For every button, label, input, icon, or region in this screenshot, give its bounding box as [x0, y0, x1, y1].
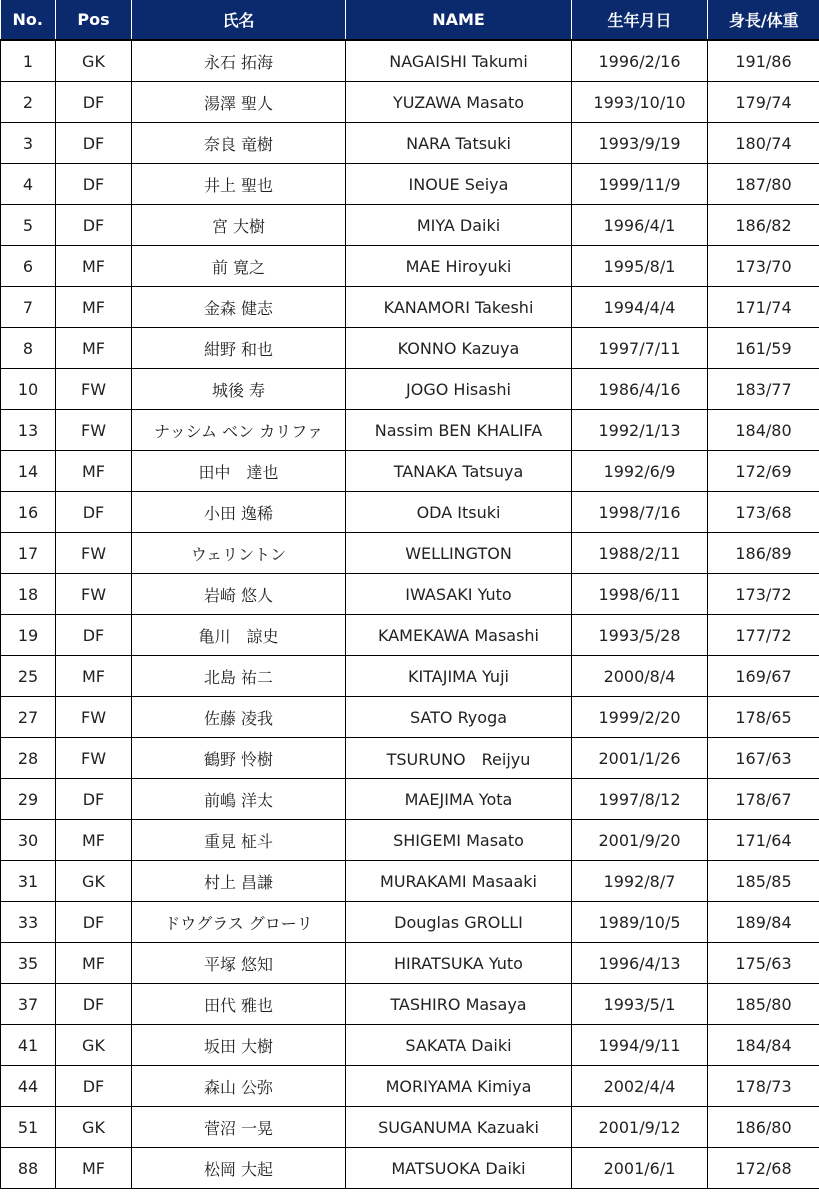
player-height-weight: 186/89 [708, 533, 819, 574]
player-name-jp: 平塚 悠知 [132, 943, 346, 984]
player-height-weight: 184/84 [708, 1025, 819, 1066]
player-name-en: MURAKAMI Masaaki [346, 861, 572, 902]
player-number: 29 [1, 779, 56, 820]
player-position: DF [56, 164, 132, 205]
player-number: 28 [1, 738, 56, 779]
table-row [1, 82, 819, 123]
table-row [1, 1066, 819, 1107]
player-height-weight: 183/77 [708, 369, 819, 410]
player-birthdate: 2001/1/26 [572, 738, 708, 779]
table-row [1, 369, 819, 410]
player-position: FW [56, 738, 132, 779]
player-name-en: IWASAKI Yuto [346, 574, 572, 615]
player-position: MF [56, 246, 132, 287]
header-name-en: NAME [346, 0, 572, 40]
player-number: 2 [1, 82, 56, 123]
player-birthdate: 2001/9/20 [572, 820, 708, 861]
player-height-weight: 173/68 [708, 492, 819, 533]
player-name-en: INOUE Seiya [346, 164, 572, 205]
player-position: MF [56, 451, 132, 492]
player-position: DF [56, 1066, 132, 1107]
player-name-jp: 森山 公弥 [132, 1066, 346, 1107]
player-height-weight: 177/72 [708, 615, 819, 656]
player-number: 51 [1, 1107, 56, 1148]
player-height-weight: 169/67 [708, 656, 819, 697]
player-name-en: Douglas GROLLI [346, 902, 572, 943]
player-name-jp: 菅沼 一晃 [132, 1107, 346, 1148]
player-name-en: ODA Itsuki [346, 492, 572, 533]
player-name-jp: 永石 拓海 [132, 40, 346, 82]
player-number: 8 [1, 328, 56, 369]
player-height-weight: 171/64 [708, 820, 819, 861]
player-name-jp: 鶴野 怜樹 [132, 738, 346, 779]
player-name-en: KONNO Kazuya [346, 328, 572, 369]
player-name-en: SUGANUMA Kazuaki [346, 1107, 572, 1148]
roster-header [1, 0, 819, 40]
player-birthdate: 1989/10/5 [572, 902, 708, 943]
player-birthdate: 2002/4/4 [572, 1066, 708, 1107]
player-position: DF [56, 779, 132, 820]
player-name-en: MAE Hiroyuki [346, 246, 572, 287]
player-position: DF [56, 902, 132, 943]
player-birthdate: 1992/1/13 [572, 410, 708, 451]
player-position: MF [56, 1148, 132, 1189]
table-row [1, 328, 819, 369]
player-number: 30 [1, 820, 56, 861]
player-height-weight: 189/84 [708, 902, 819, 943]
player-birthdate: 1986/4/16 [572, 369, 708, 410]
player-name-en: Nassim BEN KHALIFA [346, 410, 572, 451]
player-name-en: KAMEKAWA Masashi [346, 615, 572, 656]
player-height-weight: 173/72 [708, 574, 819, 615]
player-number: 16 [1, 492, 56, 533]
player-name-en: SHIGEMI Masato [346, 820, 572, 861]
player-name-jp: 井上 聖也 [132, 164, 346, 205]
player-name-jp: 北島 祐二 [132, 656, 346, 697]
table-row [1, 1025, 819, 1066]
player-number: 14 [1, 451, 56, 492]
player-number: 1 [1, 40, 56, 82]
table-row [1, 943, 819, 984]
player-position: FW [56, 410, 132, 451]
player-birthdate: 1998/6/11 [572, 574, 708, 615]
player-birthdate: 1999/2/20 [572, 697, 708, 738]
player-name-jp: 前嶋 洋太 [132, 779, 346, 820]
player-name-jp: 岩崎 悠人 [132, 574, 346, 615]
player-number: 7 [1, 287, 56, 328]
player-name-jp: ドウグラス グローリ [132, 902, 346, 943]
player-height-weight: 178/67 [708, 779, 819, 820]
player-name-en: TSURUNO Reijyu [346, 738, 572, 779]
player-name-en: NAGAISHI Takumi [346, 40, 572, 82]
player-number: 44 [1, 1066, 56, 1107]
table-row [1, 656, 819, 697]
table-row [1, 861, 819, 902]
player-name-en: MAEJIMA Yota [346, 779, 572, 820]
player-height-weight: 173/70 [708, 246, 819, 287]
player-birthdate: 1993/9/19 [572, 123, 708, 164]
player-number: 37 [1, 984, 56, 1025]
player-name-en: JOGO Hisashi [346, 369, 572, 410]
player-position: FW [56, 533, 132, 574]
table-row [1, 246, 819, 287]
player-height-weight: 179/74 [708, 82, 819, 123]
player-number: 3 [1, 123, 56, 164]
table-row [1, 40, 819, 82]
player-name-jp: 村上 昌謙 [132, 861, 346, 902]
player-position: MF [56, 820, 132, 861]
player-position: GK [56, 861, 132, 902]
player-name-jp: 宮 大樹 [132, 205, 346, 246]
header-row [1, 0, 819, 40]
table-row [1, 410, 819, 451]
player-name-en: TANAKA Tatsuya [346, 451, 572, 492]
player-position: GK [56, 1025, 132, 1066]
player-position: DF [56, 82, 132, 123]
player-number: 25 [1, 656, 56, 697]
header-dob: 生年月日 [572, 0, 708, 40]
player-name-en: SAKATA Daiki [346, 1025, 572, 1066]
player-number: 5 [1, 205, 56, 246]
player-height-weight: 187/80 [708, 164, 819, 205]
player-height-weight: 186/82 [708, 205, 819, 246]
header-pos: Pos [56, 0, 132, 40]
player-name-en: TASHIRO Masaya [346, 984, 572, 1025]
table-row [1, 492, 819, 533]
table-row [1, 205, 819, 246]
player-height-weight: 175/63 [708, 943, 819, 984]
player-name-en: WELLINGTON [346, 533, 572, 574]
player-birthdate: 1992/8/7 [572, 861, 708, 902]
player-height-weight: 185/80 [708, 984, 819, 1025]
player-height-weight: 161/59 [708, 328, 819, 369]
player-number: 13 [1, 410, 56, 451]
player-name-en: MATSUOKA Daiki [346, 1148, 572, 1189]
player-birthdate: 1993/5/1 [572, 984, 708, 1025]
player-number: 10 [1, 369, 56, 410]
player-birthdate: 2001/6/1 [572, 1148, 708, 1189]
player-number: 27 [1, 697, 56, 738]
player-position: DF [56, 492, 132, 533]
header-height-weight: 身長/体重 [708, 0, 819, 40]
table-row [1, 902, 819, 943]
player-birthdate: 1996/4/1 [572, 205, 708, 246]
player-name-jp: 城後 寿 [132, 369, 346, 410]
player-name-jp: ナッシム ベン カリファ [132, 410, 346, 451]
player-birthdate: 1997/7/11 [572, 328, 708, 369]
table-row [1, 984, 819, 1025]
player-height-weight: 167/63 [708, 738, 819, 779]
player-name-en: KITAJIMA Yuji [346, 656, 572, 697]
player-birthdate: 1988/2/11 [572, 533, 708, 574]
player-name-jp: ウェリントン [132, 533, 346, 574]
player-name-jp: 亀川 諒史 [132, 615, 346, 656]
player-name-jp: 田中 達也 [132, 451, 346, 492]
table-row [1, 697, 819, 738]
player-number: 41 [1, 1025, 56, 1066]
player-position: FW [56, 697, 132, 738]
player-name-jp: 松岡 大起 [132, 1148, 346, 1189]
player-birthdate: 2000/8/4 [572, 656, 708, 697]
player-name-jp: 田代 雅也 [132, 984, 346, 1025]
player-height-weight: 186/80 [708, 1107, 819, 1148]
table-row [1, 1107, 819, 1148]
player-birthdate: 1996/2/16 [572, 40, 708, 82]
player-height-weight: 172/68 [708, 1148, 819, 1189]
header-no: No. [1, 0, 56, 40]
player-number: 4 [1, 164, 56, 205]
player-position: MF [56, 943, 132, 984]
roster-body [1, 40, 819, 1189]
player-name-jp: 紺野 和也 [132, 328, 346, 369]
player-birthdate: 2001/9/12 [572, 1107, 708, 1148]
player-name-jp: 小田 逸稀 [132, 492, 346, 533]
player-birthdate: 1994/9/11 [572, 1025, 708, 1066]
player-number: 18 [1, 574, 56, 615]
player-position: DF [56, 984, 132, 1025]
player-name-jp: 坂田 大樹 [132, 1025, 346, 1066]
player-position: DF [56, 615, 132, 656]
player-birthdate: 1996/4/13 [572, 943, 708, 984]
player-name-jp: 湯澤 聖人 [132, 82, 346, 123]
table-row [1, 615, 819, 656]
player-height-weight: 178/65 [708, 697, 819, 738]
table-row [1, 820, 819, 861]
player-height-weight: 180/74 [708, 123, 819, 164]
player-name-en: NARA Tatsuki [346, 123, 572, 164]
player-number: 88 [1, 1148, 56, 1189]
player-position: FW [56, 574, 132, 615]
table-row [1, 574, 819, 615]
player-name-en: HIRATSUKA Yuto [346, 943, 572, 984]
player-height-weight: 185/85 [708, 861, 819, 902]
table-row [1, 779, 819, 820]
player-height-weight: 184/80 [708, 410, 819, 451]
player-height-weight: 191/86 [708, 40, 819, 82]
player-height-weight: 172/69 [708, 451, 819, 492]
player-position: DF [56, 205, 132, 246]
player-name-en: KANAMORI Takeshi [346, 287, 572, 328]
table-row [1, 1148, 819, 1189]
player-position: MF [56, 656, 132, 697]
player-position: FW [56, 369, 132, 410]
player-name-jp: 奈良 竜樹 [132, 123, 346, 164]
player-number: 35 [1, 943, 56, 984]
player-name-en: SATO Ryoga [346, 697, 572, 738]
player-height-weight: 171/74 [708, 287, 819, 328]
player-name-en: MORIYAMA Kimiya [346, 1066, 572, 1107]
player-birthdate: 1997/8/12 [572, 779, 708, 820]
player-position: GK [56, 1107, 132, 1148]
player-height-weight: 178/73 [708, 1066, 819, 1107]
player-name-jp: 金森 健志 [132, 287, 346, 328]
table-row [1, 738, 819, 779]
player-number: 19 [1, 615, 56, 656]
player-name-jp: 重見 柾斗 [132, 820, 346, 861]
player-position: DF [56, 123, 132, 164]
player-birthdate: 1994/4/4 [572, 287, 708, 328]
player-name-en: YUZAWA Masato [346, 82, 572, 123]
table-row [1, 451, 819, 492]
player-birthdate: 1993/10/10 [572, 82, 708, 123]
player-birthdate: 1995/8/1 [572, 246, 708, 287]
player-birthdate: 1999/11/9 [572, 164, 708, 205]
header-name-jp: 氏名 [132, 0, 346, 40]
player-birthdate: 1993/5/28 [572, 615, 708, 656]
player-birthdate: 1998/7/16 [572, 492, 708, 533]
player-position: MF [56, 287, 132, 328]
player-number: 33 [1, 902, 56, 943]
player-name-jp: 前 寛之 [132, 246, 346, 287]
player-number: 6 [1, 246, 56, 287]
player-number: 17 [1, 533, 56, 574]
player-name-jp: 佐藤 凌我 [132, 697, 346, 738]
player-position: GK [56, 40, 132, 82]
player-birthdate: 1992/6/9 [572, 451, 708, 492]
table-row [1, 287, 819, 328]
player-position: MF [56, 328, 132, 369]
table-row [1, 123, 819, 164]
player-name-en: MIYA Daiki [346, 205, 572, 246]
table-row [1, 164, 819, 205]
table-row [1, 533, 819, 574]
player-number: 31 [1, 861, 56, 902]
